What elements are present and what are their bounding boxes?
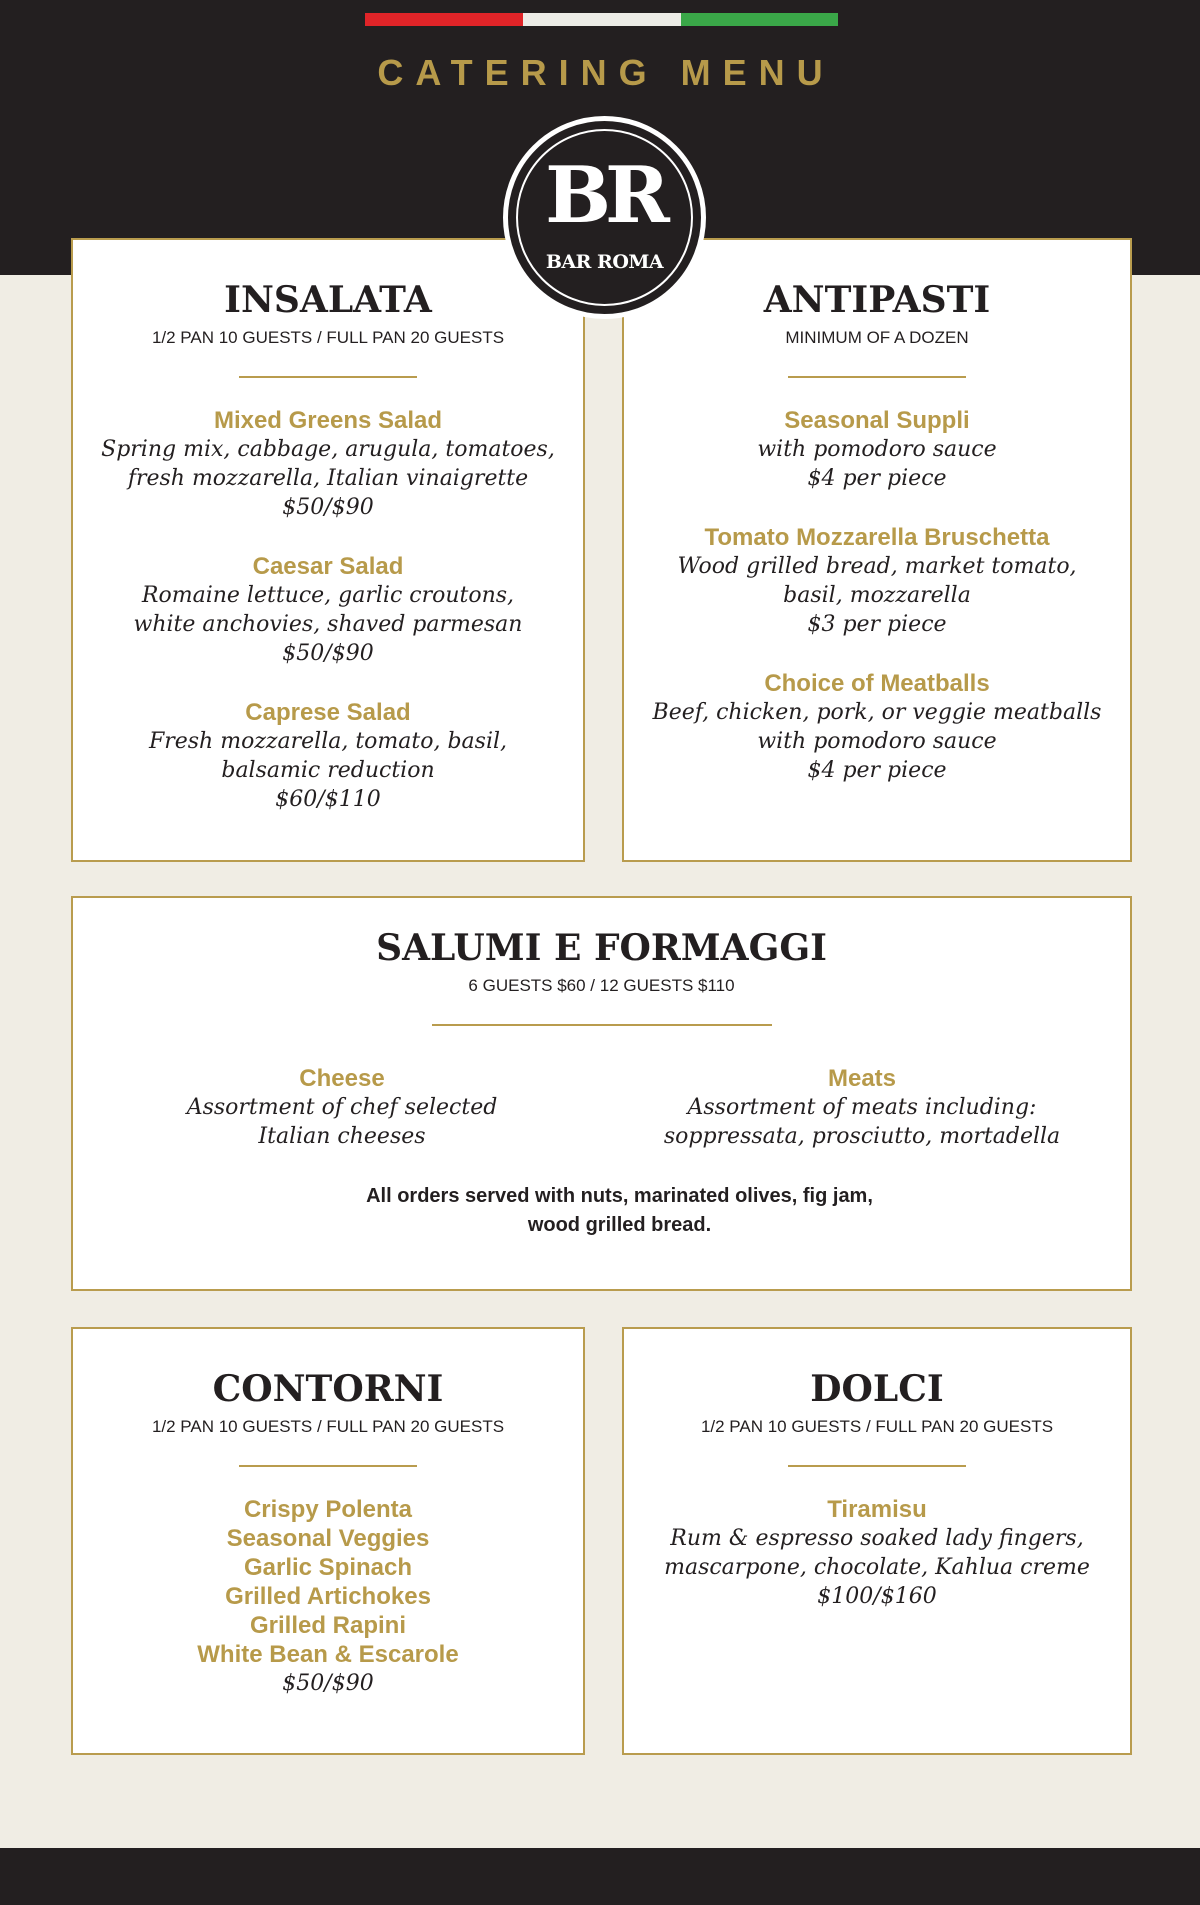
item-description: basil, mozzarella [783,583,971,608]
menu-item [73,406,583,522]
item-description: white anchovies, shaved parmesan [133,612,523,637]
item-description: Beef, chicken, pork, or veggie meatballs [652,700,1102,725]
side-item: Crispy Polenta [243,1496,413,1523]
menu-item [624,523,1130,639]
menu-item [624,669,1130,785]
contorni-subtitle: 1/2 PAN 10 GUESTS / FULL PAN 20 GUESTS [151,1417,505,1436]
item-description: fresh mozzarella, Italian vinaigrette [127,466,529,491]
item-description: Spring mix, cabbage, arugula, tomatoes, [101,437,555,462]
item-description: with pomodoro sauce [757,729,997,754]
side-item: Grilled Artichokes [225,1583,431,1610]
menu-item [73,1064,611,1151]
item-name: Mixed Greens Salad [213,407,443,434]
section-divider [239,376,417,378]
salumi-title: SALUMI E FORMAGGI [376,927,827,969]
menu-item [624,1495,1130,1611]
contorni-title: CONTORNI [212,1368,444,1410]
side-item: Grilled Rapini [249,1612,407,1639]
insalata-panel [71,238,585,862]
item-price: $60/$110 [275,787,381,812]
dolci-subtitle: 1/2 PAN 10 GUESTS / FULL PAN 20 GUESTS [700,1417,1054,1436]
serving-note: wood grilled bread. [527,1214,712,1236]
menu-item [624,406,1130,493]
antipasti-subtitle: MINIMUM OF A DOZEN [785,328,969,347]
antipasti-panel [622,238,1132,862]
logo-name: BAR ROMA [545,251,664,273]
serving-note: All orders served with nuts, marinated olives, fig jam, [366,1185,873,1207]
item-description: Assortment of meats including: [687,1095,1037,1120]
footer-band [0,1848,1200,1905]
logo-monogram: BR [545,150,664,241]
salumi-panel [71,896,1132,1291]
section-divider [788,1465,966,1467]
item-name: Caesar Salad [252,553,404,580]
item-name: Tiramisu [827,1496,927,1523]
side-item: Garlic Spinach [243,1554,413,1581]
bar-roma-logo [503,116,706,319]
item-description: Assortment of chef selected [186,1095,498,1120]
item-price: $50/$90 [282,495,374,520]
item-description: soppressata, prosciutto, mortadella [663,1124,1061,1149]
item-name: Choice of Meatballs [764,670,990,697]
item-name: Meats [827,1065,897,1092]
menu-item [73,552,583,668]
item-description: mascarpone, chocolate, Kahlua creme [664,1555,1090,1580]
item-price: $3 per piece [807,612,947,637]
item-name: Seasonal Suppli [784,407,970,434]
section-divider [239,1465,417,1467]
item-price: $50/$90 [282,641,374,666]
item-price: $4 per piece [807,758,947,783]
side-item: White Bean & Escarole [197,1641,459,1668]
item-description: Wood grilled bread, market tomato, [677,554,1077,579]
contorni-panel [71,1327,585,1755]
item-description: Rum & espresso soaked lady fingers, [670,1526,1084,1551]
item-name: Tomato Mozzarella Bruschetta [704,524,1050,551]
flag-stripe-green [681,13,838,26]
insalata-title: INSALATA [224,279,432,321]
item-price: $100/$160 [817,1584,937,1609]
item-description: Romaine lettuce, garlic croutons, [141,583,515,608]
salumi-subtitle: 6 GUESTS $60 / 12 GUESTS $110 [468,976,735,995]
page-title: CATERING MENU [377,52,835,93]
item-description: balsamic reduction [221,758,435,783]
item-description: with pomodoro sauce [757,437,997,462]
dolci-panel [622,1327,1132,1755]
item-name: Caprese Salad [245,699,411,726]
menu-item [593,1064,1131,1151]
menu-item [73,698,583,814]
dolci-title: DOLCI [810,1368,944,1410]
item-description: Fresh mozzarella, tomato, basil, [148,729,508,754]
section-divider [432,1024,772,1026]
item-price: $50/$90 [282,1671,374,1696]
flag-stripe-red [365,13,523,26]
insalata-subtitle: 1/2 PAN 10 GUESTS / FULL PAN 20 GUESTS [151,328,505,347]
flag-stripe-white [523,13,681,26]
antipasti-title: ANTIPASTI [763,279,991,321]
section-divider [788,376,966,378]
item-name: Cheese [299,1065,385,1092]
item-description: Italian cheeses [258,1124,426,1149]
side-item: Seasonal Veggies [226,1525,430,1552]
item-price: $4 per piece [807,466,947,491]
